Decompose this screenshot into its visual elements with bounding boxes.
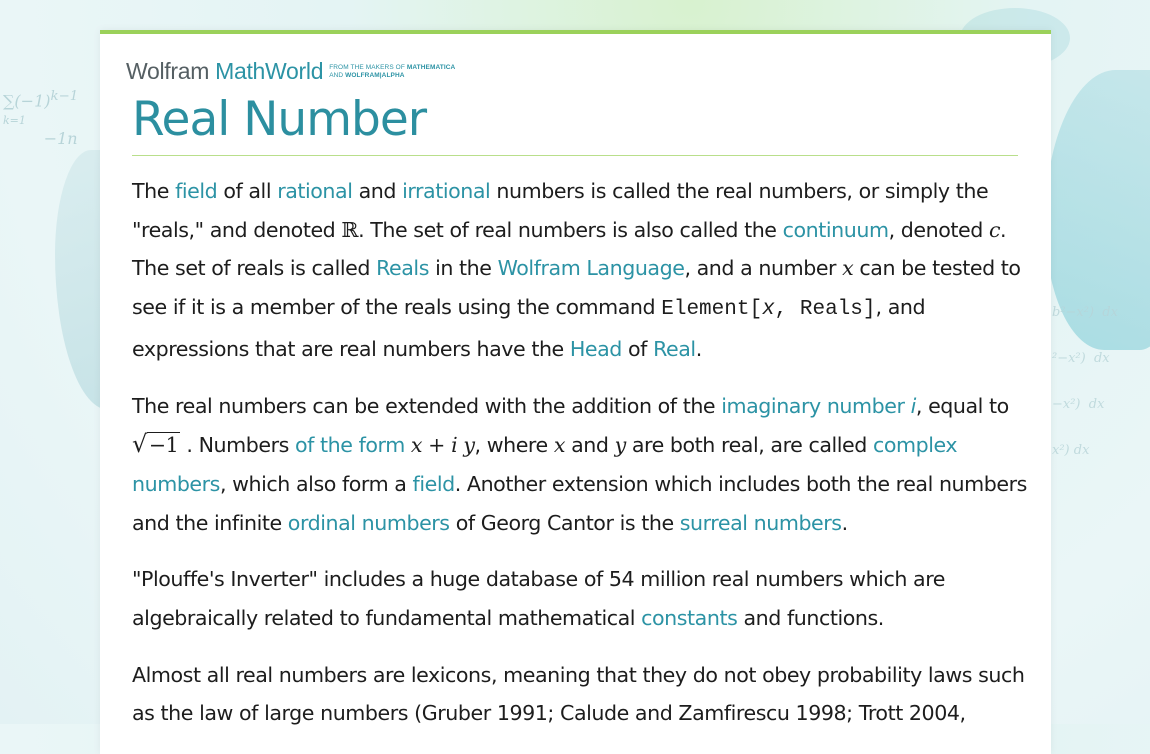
link-of-the-form[interactable]: of the form	[295, 433, 405, 458]
link-imaginary-number[interactable]: imaginary number i	[721, 393, 916, 418]
article-card	[100, 30, 1051, 754]
x-symbol: x	[842, 256, 854, 281]
paragraph-1: The field of all rational and irrational numbers is called the real numbers, or simply the "reals," and denoted ℝ. The set of real numbers is also called the continuum, denoted c. The set of reals is called Reals in the Wolfram Language, and a number x can be tested to see if it is a member of the reals using the command Element[x, Reals], and expressions that are real numbers have the Head of Real.	[132, 179, 1021, 361]
link-continuum[interactable]: continuum	[782, 217, 889, 242]
background-formula-left: $\sum(-1)^{k-1}$ k=1 −1n	[3, 89, 79, 149]
link-real[interactable]: Real	[653, 336, 696, 361]
paragraph-3: "Plouffe's Inverter" includes a huge database of 54 million real numbers which are algebraically related to fundamental mathematical constants and functions.	[132, 567, 945, 631]
link-wolfram-language[interactable]: Wolfram Language	[497, 256, 685, 281]
article-body	[132, 172, 1032, 751]
link-field[interactable]: field	[412, 471, 455, 496]
link-head[interactable]: Head	[569, 336, 622, 361]
link-surreal-numbers[interactable]: surreal numbers	[679, 510, 842, 535]
code-element-reals: Element[x, Reals]	[661, 298, 876, 322]
link-rational[interactable]: rational	[277, 179, 353, 203]
link-ordinal-numbers[interactable]: ordinal numbers	[287, 510, 450, 535]
continuum-symbol: c	[988, 217, 1001, 242]
mathworld-logo[interactable]	[126, 58, 455, 85]
page-title: Real Number	[132, 92, 1018, 156]
link-irrational[interactable]: irrational	[402, 179, 491, 203]
x-symbol: x	[553, 433, 565, 458]
reals-symbol: ℝ	[341, 217, 359, 242]
background-formula-right: b²−x²) dx ²−x²) dx −x²) dx x²) dx	[1052, 305, 1118, 458]
link-complex-numbers[interactable]: complex numbers	[132, 433, 958, 496]
form-expression: x + i y	[404, 433, 475, 458]
link-reals[interactable]: Reals	[376, 256, 429, 281]
logo-tagline: FROM THE MAKERS OF MATHEMATICA AND WOLFRAM|ALPHA	[329, 64, 456, 79]
logo-mathworld: MathWorld	[215, 58, 324, 84]
y-symbol: y	[614, 433, 626, 458]
paragraph-4: Almost all real numbers are lexicons, meaning that they do not obey probability laws such as the law of large numbers (Gruber 1991; Calude and Zamfirescu 1998; Trott 2004,	[132, 662, 1025, 726]
link-field[interactable]: field	[175, 179, 218, 203]
logo-wolfram: Wolfram	[126, 58, 210, 84]
paragraph-2: The real numbers can be extended with the addition of the imaginary number i, equal to √−1 . Numbers of the form x + i y, where x and y are both real, are called complex numbers, which also form a field. Another extension which includes both the real numbers and the infinite ordinal numbers of Georg Cantor is the surreal numbers.	[132, 393, 1027, 535]
link-constants[interactable]: constants	[641, 606, 738, 631]
sqrt-minus-one: √−1	[132, 430, 179, 459]
